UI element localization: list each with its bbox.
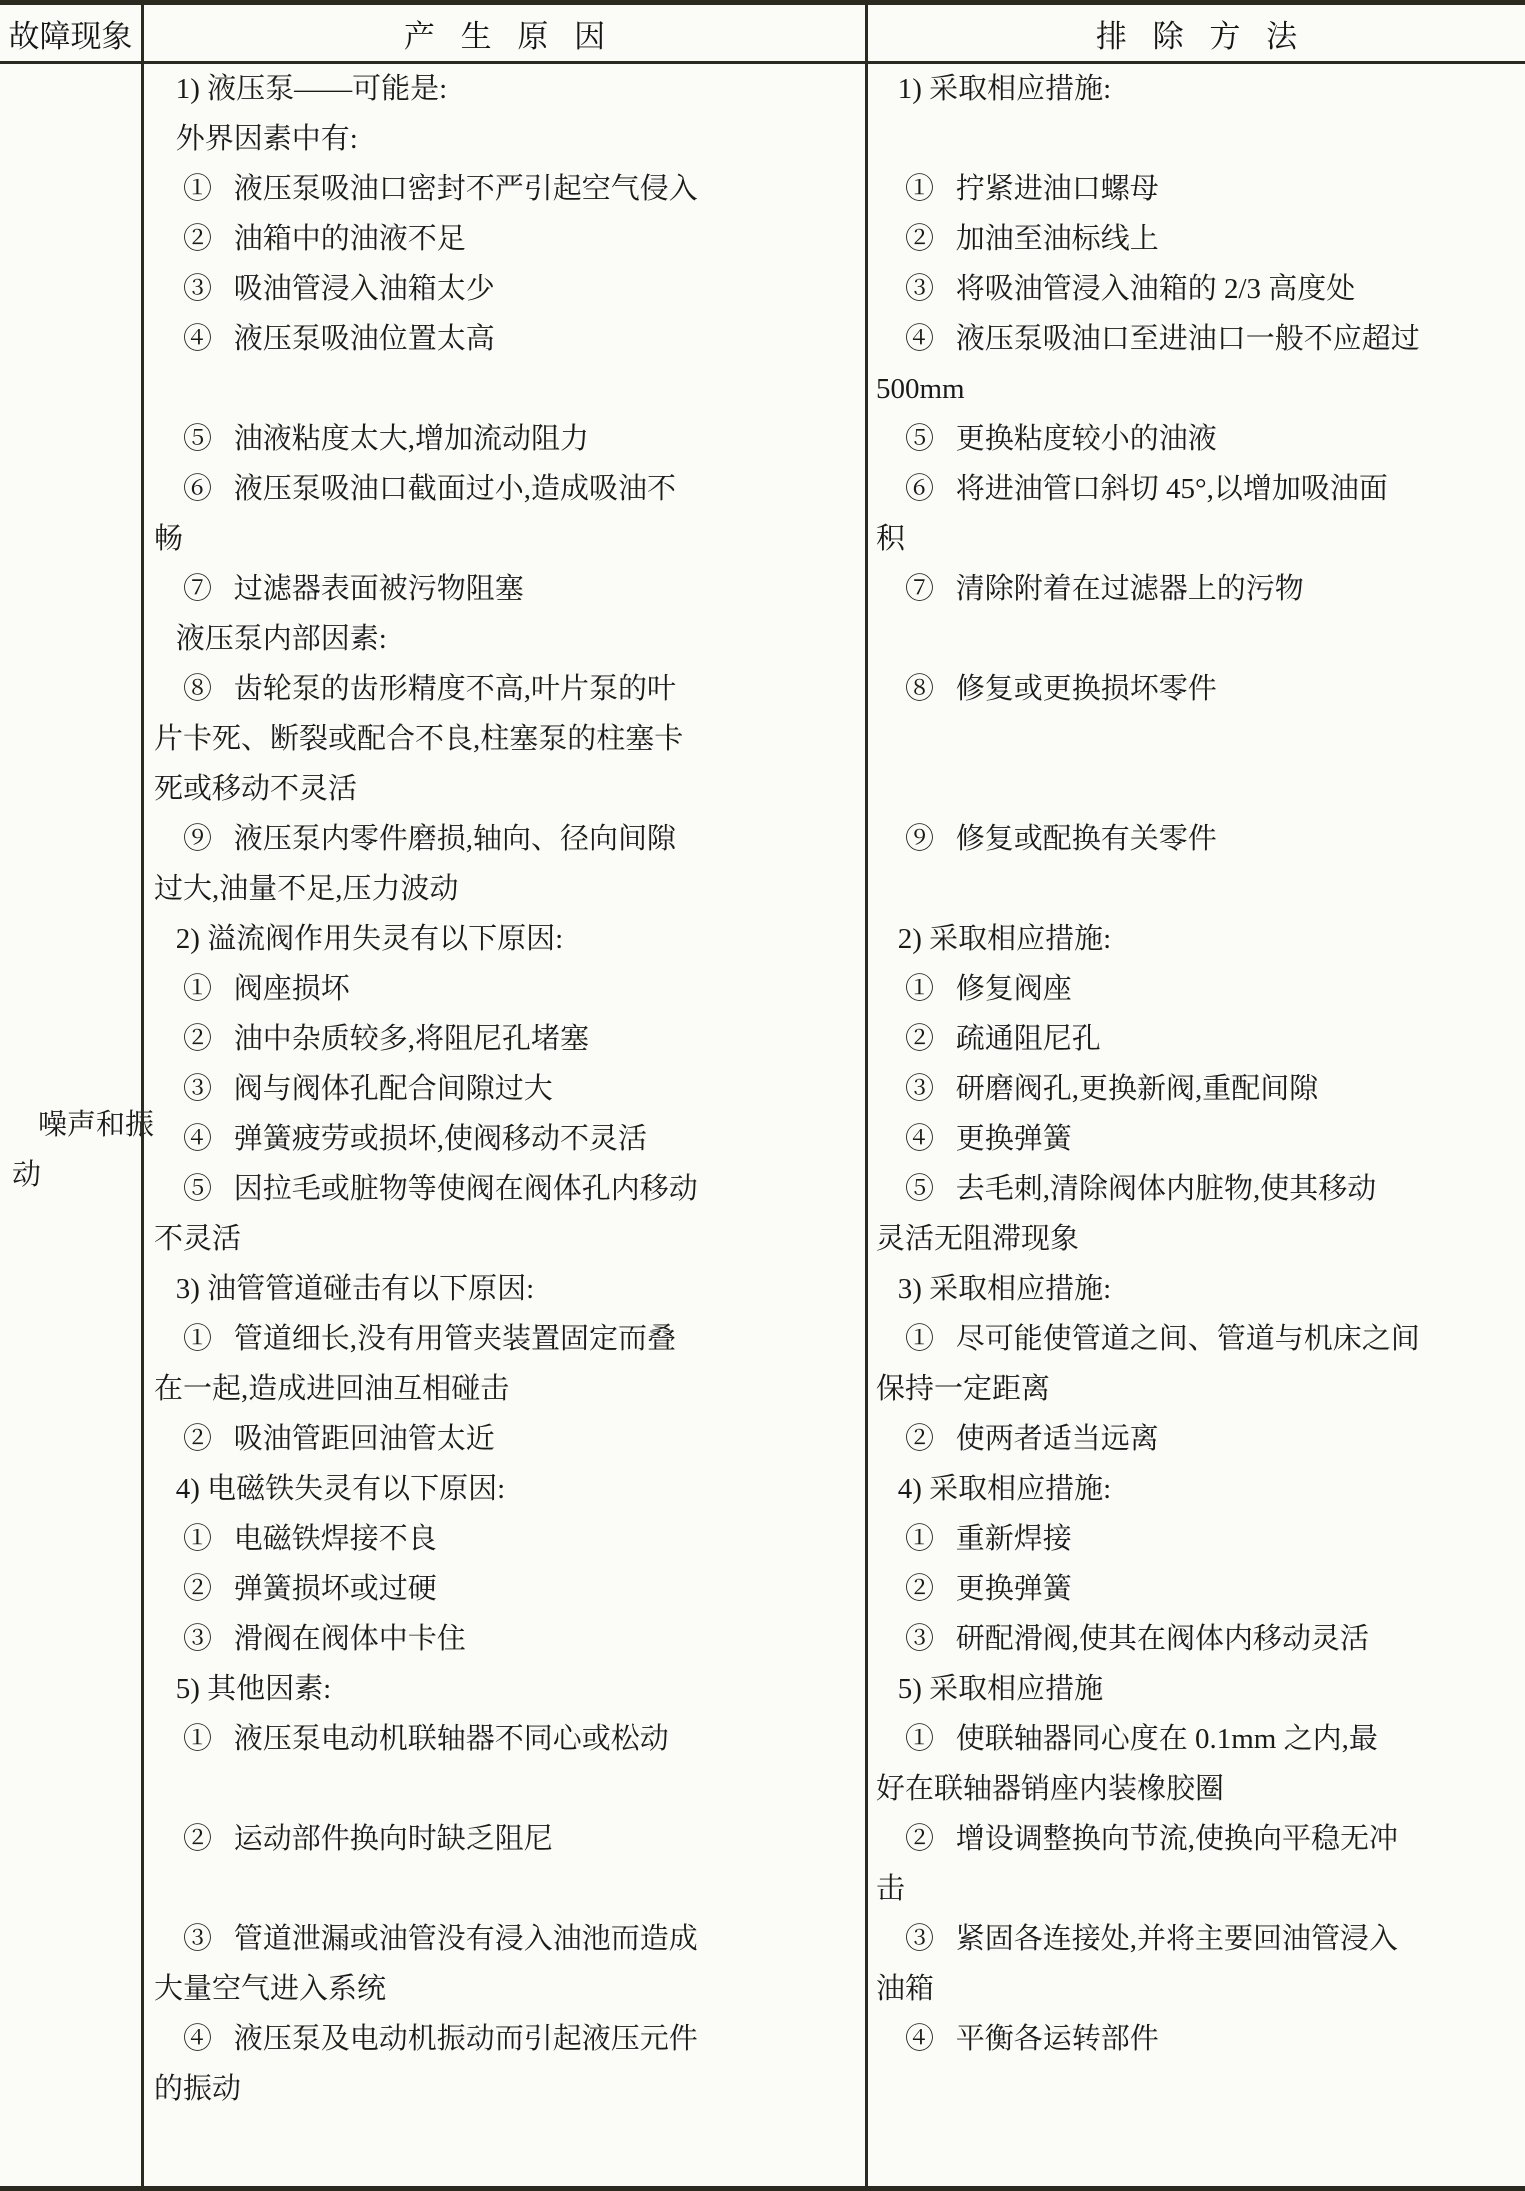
text-line: ⑤ 去毛刺,清除阀体内脏物,使其移动 bbox=[876, 1173, 1377, 1205]
text-line: ① 修复阀座 bbox=[876, 973, 1072, 1005]
text-line: ⑧ 齿轮泵的齿形精度不高,叶片泵的叶 bbox=[154, 673, 677, 705]
text-line: ③ 滑阀在阀体中卡住 bbox=[154, 1623, 466, 1655]
text-line: 3) 油管管道碰击有以下原因: bbox=[154, 1273, 535, 1305]
text-line: 500mm bbox=[876, 373, 965, 405]
text-line: 大量空气进入系统 bbox=[154, 1973, 387, 2005]
text-line: ⑥ 液压泵吸油口截面过小,造成吸油不 bbox=[154, 473, 677, 505]
text-line: ⑦ 过滤器表面被污物阻塞 bbox=[154, 573, 524, 605]
text-line bbox=[876, 714, 1521, 764]
text-line: 5) 采取相应措施 bbox=[876, 1673, 1104, 1705]
text-line: 2) 采取相应措施: bbox=[876, 923, 1112, 955]
text-line: ① 电磁铁焊接不良 bbox=[154, 1523, 437, 1555]
text-line: ③ 阀与阀体孔配合间隙过大 bbox=[154, 1073, 553, 1105]
text-line: ① 液压泵吸油口密封不严引起空气侵入 bbox=[154, 173, 698, 205]
header-remedy: 排 除 方 法 bbox=[1095, 18, 1307, 54]
text-line: ① 重新焊接 bbox=[876, 1523, 1072, 1555]
text-line: ④ 液压泵及电动机振动而引起液压元件 bbox=[154, 2023, 698, 2055]
text-line: ② 更换弹簧 bbox=[876, 1573, 1072, 1605]
text-line: 保持一定距离 bbox=[876, 1373, 1051, 1405]
text-line: ③ 将吸油管浸入油箱的 2/3 高度处 bbox=[876, 273, 1356, 305]
text-line: ② 疏通阻尼孔 bbox=[876, 1023, 1101, 1055]
text-line: 不灵活 bbox=[154, 1223, 242, 1255]
text-line: 片卡死、断裂或配合不良,柱塞泵的柱塞卡 bbox=[154, 723, 684, 755]
text-line: ② 油中杂质较多,将阻尼孔堵塞 bbox=[154, 1023, 590, 1055]
text-line: ⑥ 将进油管口斜切 45°,以增加吸油面 bbox=[876, 473, 1388, 505]
text-line: 3) 采取相应措施: bbox=[876, 1273, 1112, 1305]
text-line: ① 使联轴器同心度在 0.1mm 之内,最 bbox=[876, 1723, 1378, 1755]
text-line: ⑤ 更换粘度较小的油液 bbox=[876, 423, 1217, 455]
text-line: 1) 液压泵——可能是: bbox=[154, 73, 448, 105]
text-line: 过大,油量不足,压力波动 bbox=[154, 873, 459, 905]
text-line: ⑤ 因拉毛或脏物等使阀在阀体孔内移动 bbox=[154, 1173, 698, 1205]
remedy-cell bbox=[868, 64, 1525, 2186]
text-line: ⑦ 清除附着在过滤器上的污物 bbox=[876, 573, 1304, 605]
text-line: ② 弹簧损坏或过硬 bbox=[154, 1573, 437, 1605]
text-line: ④ 更换弹簧 bbox=[876, 1123, 1072, 1155]
text-line: 好在联轴器销座内装橡胶圈 bbox=[876, 1773, 1225, 1805]
text-line: ⑤ 油液粘度太大,增加流动阻力 bbox=[154, 423, 590, 455]
text-line: 击 bbox=[876, 1873, 906, 1905]
text-line: 灵活无阻滞现象 bbox=[876, 1223, 1080, 1255]
text-line: 液压泵内部因素: bbox=[154, 623, 387, 655]
text-line: 4) 采取相应措施: bbox=[876, 1473, 1112, 1505]
text-line bbox=[154, 1764, 861, 1814]
text-line: 5) 其他因素: bbox=[154, 1673, 332, 1705]
cause-cell bbox=[141, 64, 868, 2186]
text-line: 外界因素中有: bbox=[154, 123, 358, 155]
text-line: ① 管道细长,没有用管夹装置固定而叠 bbox=[154, 1323, 677, 1355]
text-line bbox=[876, 614, 1521, 664]
text-line bbox=[876, 864, 1521, 914]
text-line: 4) 电磁铁失灵有以下原因: bbox=[154, 1473, 506, 1505]
text-line: ② 运动部件换向时缺乏阻尼 bbox=[154, 1823, 553, 1855]
text-line bbox=[876, 764, 1521, 814]
table-header-row bbox=[0, 5, 1525, 64]
text-line: ① 阀座损坏 bbox=[154, 973, 350, 1005]
text-line: ④ 液压泵吸油口至进油口一般不应超过 bbox=[876, 323, 1420, 355]
fault-phenomenon-cell bbox=[0, 64, 155, 2186]
text-line: 1) 采取相应措施: bbox=[876, 73, 1112, 105]
text-line: 畅 bbox=[154, 523, 184, 555]
text-line: 的振动 bbox=[154, 2073, 242, 2105]
text-line: ① 液压泵电动机联轴器不同心或松动 bbox=[154, 1723, 669, 1755]
text-line: ④ 液压泵吸油位置太高 bbox=[154, 323, 495, 355]
text-line: 动 bbox=[12, 1159, 42, 1191]
text-line: ③ 研配滑阀,使其在阀体内移动灵活 bbox=[876, 1623, 1370, 1655]
text-line: ② 吸油管距回油管太近 bbox=[154, 1423, 495, 1455]
text-line: ① 拧紧进油口螺母 bbox=[876, 173, 1159, 205]
text-line: ③ 管道泄漏或油管没有浸入油池而造成 bbox=[154, 1923, 698, 1955]
text-line: ① 尽可能使管道之间、管道与机床之间 bbox=[876, 1323, 1420, 1355]
text-line: ④ 平衡各运转部件 bbox=[876, 2023, 1159, 2055]
text-line: ⑨ 液压泵内零件磨损,轴向、径向间隙 bbox=[154, 823, 677, 855]
text-line bbox=[876, 114, 1521, 164]
table-body-row bbox=[0, 64, 1525, 2186]
text-line: ③ 紧固各连接处,并将主要回油管浸入 bbox=[876, 1923, 1399, 1955]
text-line: 噪声和振 bbox=[38, 1109, 155, 1141]
text-line: ② 加油至油标线上 bbox=[876, 223, 1159, 255]
text-line: ⑧ 修复或更换损坏零件 bbox=[876, 673, 1217, 705]
text-line: ⑨ 修复或配换有关零件 bbox=[876, 823, 1217, 855]
text-line: ② 增设调整换向节流,使换向平稳无冲 bbox=[876, 1823, 1399, 1855]
text-line: ② 油箱中的油液不足 bbox=[154, 223, 466, 255]
text-line: ④ 弹簧疲劳或损坏,使阀移动不灵活 bbox=[154, 1123, 648, 1155]
text-line: 死或移动不灵活 bbox=[154, 773, 358, 805]
header-fault-phenomenon: 故障现象 bbox=[8, 18, 133, 54]
header-cause: 产 生 原 因 bbox=[141, 5, 868, 61]
text-line bbox=[154, 1864, 861, 1914]
text-line: 在一起,造成进回油互相碰击 bbox=[154, 1373, 510, 1405]
text-line: 2) 溢流阀作用失灵有以下原因: bbox=[154, 923, 564, 955]
text-line: ③ 吸油管浸入油箱太少 bbox=[154, 273, 495, 305]
text-line bbox=[154, 364, 861, 414]
text-line: 油箱 bbox=[876, 1973, 935, 2005]
text-line: ② 使两者适当远离 bbox=[876, 1423, 1159, 1455]
text-line bbox=[876, 2064, 1521, 2114]
text-line: 积 bbox=[876, 523, 906, 555]
text-line: ③ 研磨阀孔,更换新阀,重配间隙 bbox=[876, 1073, 1319, 1105]
